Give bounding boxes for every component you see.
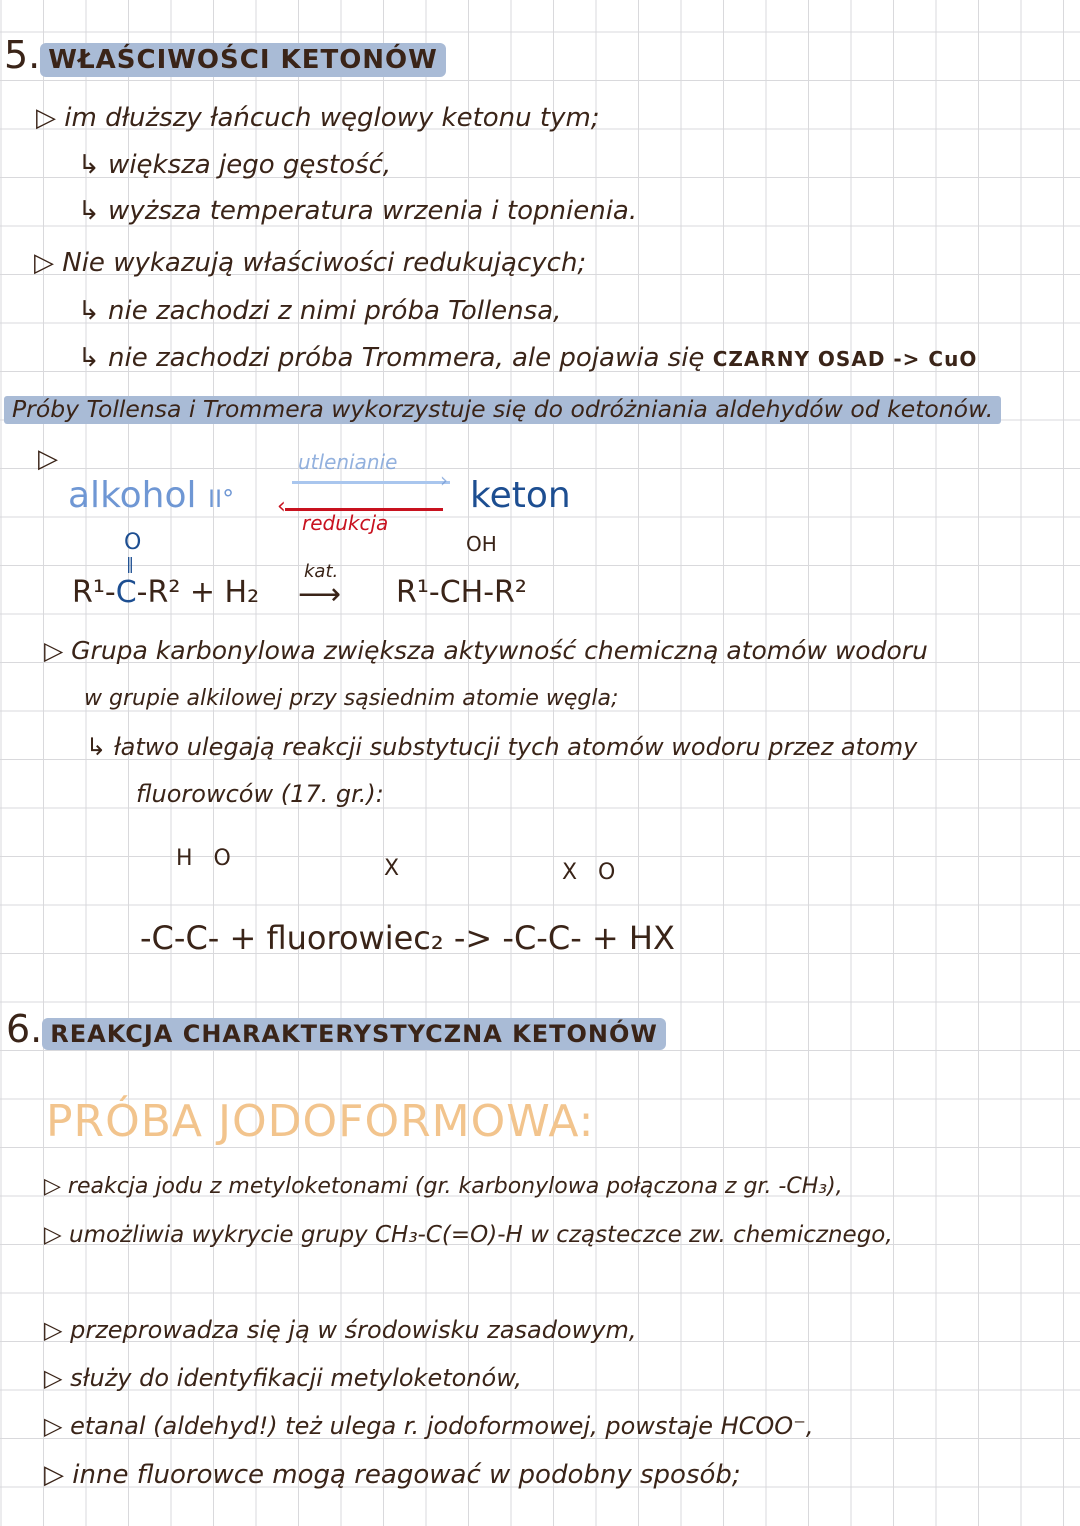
section-5-heading <box>4 33 446 77</box>
catalyst-label: kat. <box>304 561 339 582</box>
bullet-not-reducing: ▷ Nie wykazują właściwości redukujących; <box>34 248 587 278</box>
product: R¹-CH-R² <box>396 575 527 610</box>
halogen-substituent: X <box>384 856 400 881</box>
sub-bullet-trommer <box>78 345 977 371</box>
double-bond: ‖ <box>126 554 134 573</box>
alcohol-label: alkohol II° <box>68 475 235 516</box>
iodoform-test-title: PRÓBA JODOFORMOWA: <box>46 1096 595 1147</box>
sub-bullet-tollens: ↳ nie zachodzi z nimi próba Tollensa, <box>78 296 562 326</box>
product-substituents: X O <box>562 860 616 885</box>
oxidation-arrow <box>292 481 450 484</box>
bullet-marker: ▷ <box>38 444 58 474</box>
black-precipitate: CZARNY OSAD -> CuO <box>712 347 978 371</box>
carbonyl-carbon: C <box>115 575 137 610</box>
reduction-label: redukcja <box>302 511 389 535</box>
iodoform-bullet: ▷ przeprowadza się ją w środowisku zasadowym, <box>44 1316 637 1344</box>
bullet-carbonyl-activity-cont: w grupie alkilowej przy sąsiednim atomie węgla; <box>84 686 619 711</box>
hydroxyl-group: OH <box>466 532 497 556</box>
bullet-carbonyl-activity: ▷ Grupa karbonylowa zwiększa aktywność chemiczną atomów wodoru <box>44 636 928 665</box>
iodoform-bullet: ▷ etanal (aldehyd!) też ulega r. jodoformowej, powstaje HCOO⁻, <box>44 1412 814 1440</box>
trommer-text: ↳ nie zachodzi próba Trommera, ale pojawia się <box>78 343 705 373</box>
bullet-chain-length: ▷ im dłuższy łańcuch węglowy ketonu tym; <box>36 103 600 133</box>
section-6-heading <box>6 1007 666 1051</box>
sub-bullet-density: ↳ większa jego gęstość, <box>78 150 392 180</box>
sub-bullet-substitution-cont: fluorowców (17. gr.): <box>136 780 384 808</box>
iodoform-bullet: ▷ reakcja jodu z metyloketonami (gr. karbonylowa połączona z gr. -CH₃), <box>44 1174 843 1199</box>
reactant-substituents: H O <box>176 846 231 871</box>
highlight-note: Próby Tollensa i Trommera wykorzystuje się do odróżniania aldehydów od ketonów. <box>4 396 1001 424</box>
section-number: 6. <box>6 1007 43 1051</box>
halogenation-main: -C-C- + fluorowiec₂ -> -C-C- + HX <box>140 919 675 957</box>
iodoform-bullet: ▷ umożliwia wykrycie grupy CH₃-C(=O)-H w cząsteczce zw. chemicznego, <box>44 1222 893 1248</box>
reaction-arrow: ⟶ <box>298 577 342 612</box>
oxidation-label: utlenianie <box>298 450 398 474</box>
iodoform-bullet: ▷ inne fluorowce mogą reagować w podobny sposób; <box>44 1460 741 1490</box>
section-title: WŁAŚCIWOŚCI KETONÓW <box>40 43 446 77</box>
ketone-label: keton <box>470 475 571 516</box>
reduction-arrowhead-icon: ‹ <box>277 494 286 519</box>
carbonyl-oxygen: O <box>124 530 142 555</box>
sub-bullet-substitution: ↳ łatwo ulegają reakcji substytucji tych atomów wodoru przez atomy <box>86 733 918 761</box>
oxidation-arrowhead-icon: › <box>440 468 448 492</box>
reactants: R¹-C-R² + H₂ <box>72 575 260 610</box>
alcohol-order: II° <box>207 485 235 513</box>
section-title: REAKCJA CHARAKTERYSTYCZNA KETONÓW <box>42 1018 666 1050</box>
iodoform-bullet: ▷ służy do identyfikacji metyloketonów, <box>44 1364 522 1392</box>
section-number: 5. <box>4 33 41 77</box>
sub-bullet-temperature: ↳ wyższa temperatura wrzenia i topnienia. <box>78 196 638 226</box>
